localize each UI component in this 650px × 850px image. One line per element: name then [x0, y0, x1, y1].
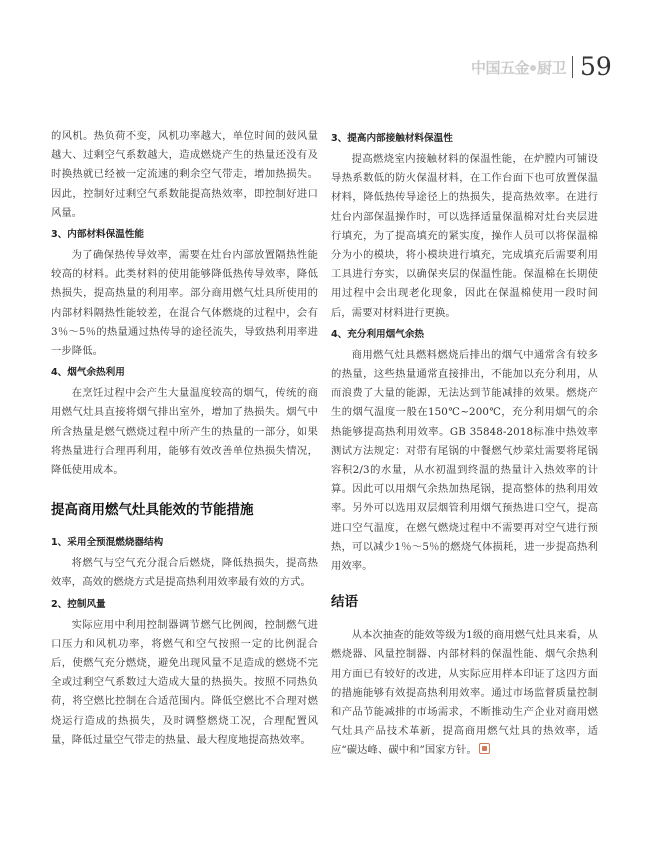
paragraph: 实际应用中利用控制器调节燃气比例阀，控制燃气进口压力和风机功率，将燃气和空气按照一定的比例混合后，使燃气充分燃烧，避免出现风量不足造成的燃烧不完全或过剩空气系数过大造成大量的热损失。按照不同热负荷，将空燃比控制在合适范围内。降低空燃比不合理对燃烧运行造成的热损失，及时调整燃烧工况，合理配置风量，降低过量空气带走的热量、最大程度地提高热效率。: [51, 618, 318, 746]
brand-tail: 厨卫: [536, 59, 566, 77]
subheading: 3、内部材料保温性能: [51, 229, 145, 241]
brand-dot-icon: [530, 65, 536, 71]
end-mark-icon: [479, 743, 490, 754]
paragraph: 商用燃气灶具燃料燃烧后排出的烟气中通常含有较多的热量，这些热量通常直接排出，不能加以充分利用，从而浪费了大量的能源，无法达到节能减排的效果。燃烧产生的烟气温度一般在150℃~200℃，充分利用烟气的余热能够提高热利用效率。GB 35848-2018标准中热效率测试方法规定：对带有尾锅的中餐燃气炒菜灶需要将尾锅容积2/3的水量，从水初温到终温的热量计入热效率的计算。因此可以用烟气余热加热尾锅，提高整体的热利用效率。另外可以选用双层烟管利用烟气预热进口空气，提高进口空气温度，在燃气燃烧过程中不需要再对空气进行预热，可以减少1％～5％的燃烧气体损耗，进一步提高热利用效率。: [331, 348, 598, 573]
paragraph: 的风机。热负荷不变，风机功率越大，单位时间的鼓风量越大、过剩空气系数越大，造成燃烧产生的热量还没有及时换热就已经被一定流速的剩余空气带走，增加热损失。因此，控制好过剩空气系数能提高热效率，即控制好进口风量。: [51, 130, 318, 219]
conclusion-text: 从本次抽查的能效等级为1级的商用燃气灶具来看，从燃烧器、风量控制器、内部材料的保温性能、烟气余热利用方面已有较好的改进，从实际应用样本印证了这四方面的措施能够有效提高热利用效率。通过市场监督质量控制和产品节能减排的市场需求，不断推动生产企业对商用燃气灶具产品技术革新，提高商用燃气灶具的热效率，适应“碳达峰、碳中和”国家方针。: [331, 629, 598, 757]
right-column: [331, 127, 598, 761]
subheading: 3、提高内部接触材料保温性: [331, 133, 453, 144]
paragraph: 将燃气与空气充分混合后燃烧，降低热损失，提高热效率，高效的燃烧方式是提高热利用效率最有效的方式。: [51, 557, 318, 589]
page-header: [0, 52, 650, 81]
subheading: 4、充分利用烟气余热: [331, 328, 425, 340]
subheading: 1、采用全预混燃烧器结构: [51, 537, 164, 549]
brand-logo: [471, 57, 566, 78]
paragraph: 为了确保热传导效率，需要在灶台内部放置隔热性能较高的材料。此类材料的使用能够降低热传导效率，降低热损失，提高热量的利用率。部分商用燃气灶具所使用的内部材料隔热性能较差，在混合气体燃烧的过程中，会有3％～5％的热量通过热传导的途径流失，导致热利用率进一步降低。: [51, 249, 318, 358]
header-divider: [572, 56, 573, 78]
section-heading: 提高商用燃气灶具能效的节能措施: [51, 502, 254, 519]
conclusion-paragraph: [331, 626, 598, 760]
subheading: 4、烟气余热利用: [51, 367, 125, 379]
left-column: [51, 127, 318, 750]
brand-main: 中国五金: [470, 59, 529, 77]
subheading: 2、控制风量: [51, 598, 106, 610]
page-number: 59: [580, 52, 612, 81]
paragraph: 在烹饪过程中会产生大量温度较高的烟气，传统的商用燃气灶具直接将烟气排出室外，增加了热损失。烟气中所含热量是燃气燃烧过程中所产生的热量的一部分，如果将热量进行合理再利用，能够有效改善单位热损失情况，降低使用成本。: [51, 387, 318, 477]
conclusion-heading: 结语: [331, 594, 358, 611]
paragraph: 提高燃烧室内接触材料的保温性能，在炉膛内可铺设导热系数低的防火保温材料，在工作台面下也可放置保温材料，降低热传导途径上的热损失，提高热效率。在进行灶台内部保温操作时，可以选择适量保温棉对灶台夹层进行填充，为了提高填充的紧实度，操作人员可以将保温棉分为小的模块，将小模块进行填充，完成填充后需要利用工具进行夯实，以确保夹层的保温性能。保温棉在长期使用过程中会出现老化现象，因此在保温棉使用一段时间后，需要对材料进行更换。: [331, 153, 598, 319]
